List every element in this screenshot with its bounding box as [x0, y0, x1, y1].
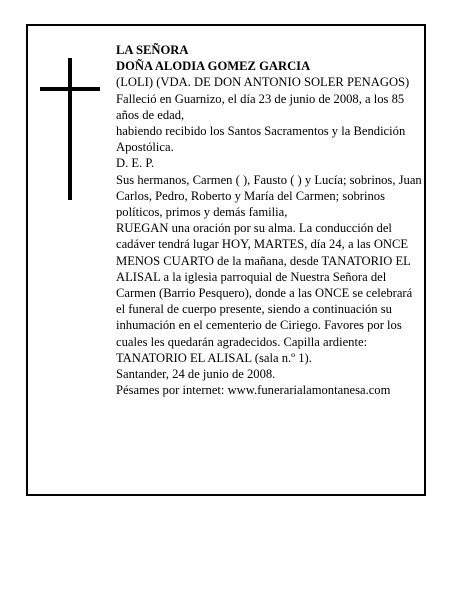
rip-line: D. E. P.: [116, 156, 155, 171]
death-details: Falleció en Guarnizo, el día 23 de junio de 2008, a los 85 años de edad,: [116, 91, 405, 122]
condolences-line: Pésames por internet: www.funerarialamontanesa.com: [116, 383, 391, 398]
place-date-line: Santander, 24 de junio de 2008.: [116, 367, 276, 382]
notice-text: [116, 42, 422, 398]
deceased-name: DOÑA ALODIA GOMEZ GARCIA: [116, 59, 311, 74]
cross-vertical-bar: [68, 58, 72, 200]
nickname-widow-line: (LOLI) (VDA. DE DON ANTONIO SOLER PENAGOS): [116, 75, 410, 90]
obituary-notice: [26, 24, 426, 496]
heading-title: LA SEÑORA: [116, 43, 189, 57]
funeral-details: RUEGAN una oración por su alma. La conducción del cadáver tendrá lugar HOY, MARTES, día 24, a las ONCE MENOS CUARTO de la mañana, desde TANATORIO EL ALISAL a la iglesia parroquial de Nuestra Señora del Carmen (Barrio Pesquero), donde a las ONCE se celebrará el funeral de cuerpo presente, siendo a continuación su inhumación en el cementerio de Ciriego. Favores por los cuales les quedarán agradecidos. Capilla ardiente: TANATORIO EL ALISAL (sala n.º 1).: [116, 221, 413, 365]
family-line: Sus hermanos, Carmen ( ), Fausto ( ) y Lucía; sobrinos, Juan Carlos, Pedro, Roberto y María del Carmen; sobrinos políticos, primos y demás familia,: [116, 172, 422, 220]
cross-horizontal-bar: [40, 87, 100, 91]
sacraments-line: habiendo recibido los Santos Sacramentos y la Bendición Apostólica.: [116, 124, 406, 155]
